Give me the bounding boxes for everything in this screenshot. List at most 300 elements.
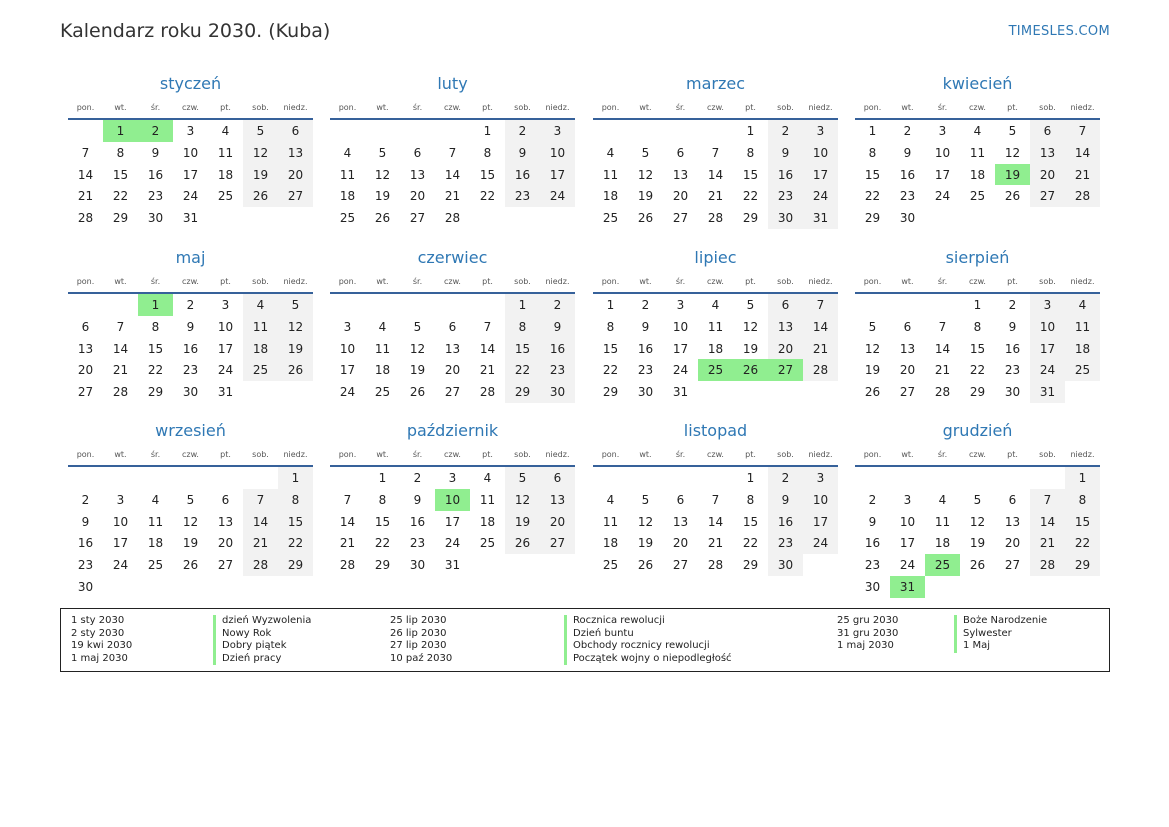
day-cell: 14 [803, 316, 838, 338]
day-cell: 10 [803, 489, 838, 511]
day-cell: 19 [278, 338, 313, 360]
day-cell: 28 [1030, 554, 1065, 576]
day-cell: 20 [540, 511, 575, 533]
weekday-label: niedz. [1070, 276, 1095, 286]
day-grid [593, 467, 838, 576]
day-cell: 14 [1065, 142, 1100, 164]
holiday-date: 25 gru 2030 [837, 615, 899, 626]
empty-cell [243, 467, 278, 489]
day-cell: 11 [602, 514, 619, 529]
day-cell: 10 [672, 319, 689, 334]
day-cell: 19 [637, 536, 654, 551]
page-title: Kalendarz roku 2030. (Kuba) [60, 20, 331, 42]
day-cell: 4 [606, 145, 615, 160]
month-name: styczeń [159, 74, 222, 93]
day-cell: 28 [444, 211, 461, 226]
day-cell: 25 [479, 536, 496, 551]
empty-cell [890, 294, 925, 316]
day-cell: 21 [1030, 532, 1065, 554]
weekday-label: czw. [969, 102, 986, 112]
weekday-label: wt. [114, 276, 127, 286]
day-cell: 12 [182, 514, 199, 529]
weekday-label: czw. [707, 276, 724, 286]
day-cell: 31 [182, 211, 199, 226]
weekday-label: czw. [444, 102, 461, 112]
day-cell: 19 [243, 164, 278, 186]
day-cell: 31 [803, 207, 838, 229]
weekday-label: śr. [150, 449, 161, 459]
holiday-name: 1 Maj [954, 640, 1047, 653]
day-cell: 11 [217, 145, 234, 160]
weekday-label: sob. [1039, 449, 1056, 459]
day-cell: 25 [374, 385, 391, 400]
day-cell: 4 [973, 124, 982, 138]
weekday-header [68, 270, 313, 294]
day-cell: 14 [77, 167, 94, 182]
day-cell: 22 [742, 189, 759, 204]
day-cell: 7 [243, 489, 278, 511]
weekday-header [330, 443, 575, 467]
holiday-day-cell: 27 [768, 359, 803, 381]
site-link[interactable]: TIMESLES.COM [1008, 24, 1110, 39]
day-cell: 25 [147, 558, 164, 573]
day-cell: 16 [864, 536, 881, 551]
day-cell: 25 [339, 211, 356, 226]
day-cell: 11 [602, 167, 619, 182]
day-cell: 22 [1065, 532, 1100, 554]
day-cell: 19 [742, 341, 759, 356]
weekday-label: niedz. [1070, 449, 1095, 459]
holiday-day-cell: 31 [890, 576, 925, 598]
weekday-label: czw. [707, 449, 724, 459]
holiday-dates-column [390, 615, 452, 665]
day-cell: 1 [278, 467, 313, 489]
day-cell: 6 [676, 145, 685, 160]
weekday-label: śr. [412, 102, 423, 112]
day-cell: 27 [1004, 558, 1021, 573]
weekday-label: niedz. [283, 449, 308, 459]
month-5 [330, 246, 575, 403]
empty-cell [855, 294, 890, 316]
day-cell: 8 [606, 319, 615, 334]
weekday-header [68, 96, 313, 120]
holiday-name: Obchody rocznicy rewolucji [564, 640, 732, 653]
day-cell: 15 [969, 341, 986, 356]
day-cell: 17 [934, 167, 951, 182]
day-cell: 15 [374, 514, 391, 529]
day-cell: 9 [151, 145, 160, 160]
day-cell: 25 [1065, 359, 1100, 381]
holiday-day-cell: 19 [995, 164, 1030, 186]
day-cell: 3 [221, 298, 230, 312]
day-cell: 2 [81, 492, 90, 507]
day-cell: 23 [899, 189, 916, 204]
day-cell: 14 [444, 167, 461, 182]
day-cell: 25 [243, 359, 278, 381]
holiday-legend [60, 608, 1110, 672]
day-cell: 8 [151, 319, 160, 334]
weekday-label: wt. [901, 276, 914, 286]
day-cell: 22 [602, 363, 619, 378]
weekday-label: pon. [76, 102, 95, 112]
day-cell: 3 [448, 471, 457, 485]
day-cell: 21 [112, 363, 129, 378]
empty-cell [103, 467, 138, 489]
weekday-label: pt. [482, 276, 493, 286]
day-cell: 21 [707, 536, 724, 551]
day-cell: 18 [479, 514, 496, 529]
day-cell: 27 [1030, 185, 1065, 207]
day-cell: 21 [243, 532, 278, 554]
day-cell: 26 [374, 211, 391, 226]
day-cell: 10 [803, 142, 838, 164]
day-cell: 15 [602, 341, 619, 356]
weekday-label: sob. [1039, 102, 1056, 112]
holiday-day-cell: 26 [733, 359, 768, 381]
day-cell: 17 [899, 536, 916, 551]
month-7 [855, 246, 1100, 403]
day-cell: 7 [343, 492, 352, 507]
day-cell: 22 [969, 363, 986, 378]
day-cell: 6 [81, 319, 90, 334]
day-cell: 13 [672, 514, 689, 529]
day-cell: 7 [711, 492, 720, 507]
day-cell: 26 [1004, 189, 1021, 204]
empty-cell [330, 467, 365, 489]
day-cell: 12 [243, 142, 278, 164]
day-cell: 24 [182, 189, 199, 204]
day-cell: 8 [746, 492, 755, 507]
day-cell: 24 [339, 385, 356, 400]
day-grid [855, 120, 1100, 229]
day-cell: 20 [278, 164, 313, 186]
weekday-label: pt. [1007, 102, 1018, 112]
weekday-label: śr. [675, 276, 686, 286]
day-cell: 27 [672, 558, 689, 573]
weekday-label: niedz. [545, 449, 570, 459]
holiday-day-cell: 2 [138, 120, 173, 142]
weekday-label: czw. [444, 449, 461, 459]
day-cell: 5 [1008, 124, 1017, 138]
day-grid [330, 294, 575, 403]
day-cell: 5 [278, 294, 313, 316]
day-cell: 8 [868, 145, 877, 160]
empty-cell [173, 467, 208, 489]
weekday-label: pon. [863, 449, 882, 459]
day-cell: 27 [278, 185, 313, 207]
day-cell: 29 [278, 554, 313, 576]
empty-cell [330, 294, 365, 316]
weekday-label: pt. [220, 449, 231, 459]
day-cell: 6 [1030, 120, 1065, 142]
day-cell: 7 [1030, 489, 1065, 511]
day-cell: 1 [746, 124, 755, 138]
day-cell: 5 [378, 145, 387, 160]
day-cell: 3 [116, 492, 125, 507]
weekday-header [593, 96, 838, 120]
day-cell: 13 [540, 489, 575, 511]
day-cell: 17 [672, 341, 689, 356]
day-cell: 15 [742, 167, 759, 182]
day-cell: 12 [969, 514, 986, 529]
holiday-date: 31 gru 2030 [837, 627, 899, 639]
holiday-name: Boże Narodzenie [954, 615, 1047, 628]
day-cell: 9 [868, 514, 877, 529]
day-cell: 29 [147, 385, 164, 400]
day-cell: 10 [934, 145, 951, 160]
day-cell: 9 [505, 142, 540, 164]
day-cell: 25 [602, 211, 619, 226]
day-cell: 14 [1030, 511, 1065, 533]
day-cell: 9 [1008, 319, 1017, 334]
empty-cell [890, 467, 925, 489]
day-cell: 30 [77, 579, 94, 594]
weekday-label: śr. [937, 276, 948, 286]
day-cell: 11 [707, 319, 724, 334]
weekday-label: niedz. [283, 102, 308, 112]
weekday-label: wt. [639, 276, 652, 286]
day-cell: 9 [641, 319, 650, 334]
day-cell: 17 [112, 536, 129, 551]
day-cell: 24 [672, 363, 689, 378]
day-cell: 1 [505, 294, 540, 316]
day-cell: 8 [116, 145, 125, 160]
weekday-header [330, 270, 575, 294]
day-cell: 28 [112, 385, 129, 400]
weekday-label: pt. [745, 449, 756, 459]
day-cell: 2 [186, 298, 195, 312]
weekday-label: pt. [1007, 276, 1018, 286]
day-cell: 8 [505, 316, 540, 338]
day-cell: 10 [112, 514, 129, 529]
day-cell: 8 [973, 319, 982, 334]
day-cell: 27 [540, 532, 575, 554]
weekday-label: wt. [639, 102, 652, 112]
day-cell: 12 [1004, 145, 1021, 160]
empty-cell [103, 294, 138, 316]
day-cell: 28 [479, 385, 496, 400]
day-cell: 23 [637, 363, 654, 378]
weekday-label: pt. [745, 276, 756, 286]
day-cell: 13 [444, 341, 461, 356]
day-grid [593, 294, 838, 403]
day-cell: 16 [1004, 341, 1021, 356]
weekday-header [330, 96, 575, 120]
day-cell: 11 [339, 167, 356, 182]
day-cell: 3 [938, 124, 947, 138]
day-cell: 28 [1065, 185, 1100, 207]
day-cell: 10 [899, 514, 916, 529]
weekday-label: śr. [937, 449, 948, 459]
day-grid [330, 120, 575, 229]
holiday-name: Początek wojny o niepodległość [564, 653, 732, 666]
day-cell: 30 [540, 381, 575, 403]
weekday-label: sob. [1039, 276, 1056, 286]
weekday-header [855, 96, 1100, 120]
day-cell: 11 [479, 492, 496, 507]
day-cell: 5 [243, 120, 278, 142]
day-cell: 13 [77, 341, 94, 356]
day-cell: 25 [602, 558, 619, 573]
empty-cell [68, 120, 103, 142]
day-cell: 7 [448, 145, 457, 160]
day-cell: 30 [899, 211, 916, 226]
empty-cell [628, 467, 663, 489]
month-10 [593, 419, 838, 576]
empty-cell [663, 467, 698, 489]
day-cell: 24 [444, 536, 461, 551]
holiday-date: 2 sty 2030 [71, 627, 125, 639]
day-grid [855, 467, 1100, 598]
weekday-label: wt. [114, 102, 127, 112]
day-cell: 4 [151, 492, 160, 507]
day-cell: 6 [540, 467, 575, 489]
weekday-label: czw. [182, 276, 199, 286]
weekday-label: niedz. [545, 276, 570, 286]
day-cell: 23 [409, 536, 426, 551]
empty-cell [138, 467, 173, 489]
month-1 [330, 72, 575, 229]
day-cell: 30 [409, 558, 426, 573]
day-grid [593, 120, 838, 229]
day-cell: 5 [641, 145, 650, 160]
day-cell: 16 [77, 536, 94, 551]
day-cell: 27 [444, 385, 461, 400]
weekday-label: sob. [252, 449, 269, 459]
weekday-label: śr. [675, 449, 686, 459]
weekday-label: niedz. [283, 276, 308, 286]
day-cell: 29 [742, 211, 759, 226]
day-cell: 12 [505, 489, 540, 511]
empty-cell [435, 120, 470, 142]
day-cell: 7 [711, 145, 720, 160]
day-cell: 24 [217, 363, 234, 378]
day-cell: 4 [606, 492, 615, 507]
weekday-label: pon. [338, 449, 357, 459]
day-cell: 23 [182, 363, 199, 378]
day-cell: 18 [374, 363, 391, 378]
weekday-label: pt. [1007, 449, 1018, 459]
day-cell: 12 [278, 316, 313, 338]
day-cell: 4 [378, 319, 387, 334]
day-cell: 29 [969, 385, 986, 400]
day-cell: 4 [1065, 294, 1100, 316]
empty-cell [593, 120, 628, 142]
day-cell: 17 [1030, 338, 1065, 360]
day-cell: 18 [1065, 338, 1100, 360]
day-cell: 27 [672, 211, 689, 226]
day-cell: 10 [217, 319, 234, 334]
empty-cell [68, 467, 103, 489]
empty-cell [330, 120, 365, 142]
day-cell: 2 [641, 298, 650, 312]
day-cell: 2 [505, 120, 540, 142]
day-cell: 3 [903, 492, 912, 507]
day-cell: 9 [81, 514, 90, 529]
day-cell: 9 [186, 319, 195, 334]
day-cell: 21 [77, 189, 94, 204]
day-cell: 2 [768, 467, 803, 489]
day-cell: 28 [339, 558, 356, 573]
day-cell: 30 [864, 579, 881, 594]
day-cell: 7 [81, 145, 90, 160]
empty-cell [698, 120, 733, 142]
day-cell: 6 [768, 294, 803, 316]
month-name: lipiec [694, 248, 737, 267]
day-cell: 3 [1030, 294, 1065, 316]
day-cell: 8 [1065, 489, 1100, 511]
weekday-label: niedz. [808, 449, 833, 459]
holiday-name: Rocznica rewolucji [564, 615, 732, 628]
holiday-name: Dzień buntu [564, 628, 732, 641]
holiday-names-column [564, 615, 732, 665]
day-cell: 27 [217, 558, 234, 573]
day-cell: 19 [409, 363, 426, 378]
day-cell: 31 [444, 558, 461, 573]
weekday-label: pt. [745, 102, 756, 112]
day-cell: 19 [505, 511, 540, 533]
day-cell: 5 [186, 492, 195, 507]
day-cell: 7 [116, 319, 125, 334]
weekday-label: wt. [901, 449, 914, 459]
day-cell: 24 [934, 189, 951, 204]
day-cell: 9 [768, 142, 803, 164]
day-cell: 29 [742, 558, 759, 573]
month-6 [593, 246, 838, 403]
day-cell: 4 [483, 471, 492, 485]
day-cell: 22 [278, 532, 313, 554]
day-cell: 17 [803, 511, 838, 533]
day-cell: 19 [374, 189, 391, 204]
day-cell: 13 [409, 167, 426, 182]
holiday-name: Dzień pracy [213, 653, 311, 666]
day-cell: 25 [217, 189, 234, 204]
day-cell: 28 [243, 554, 278, 576]
day-cell: 12 [742, 319, 759, 334]
day-cell: 1 [973, 298, 982, 312]
day-cell: 10 [1030, 316, 1065, 338]
day-cell: 20 [672, 536, 689, 551]
month-name: kwiecień [942, 74, 1013, 93]
day-cell: 26 [505, 532, 540, 554]
day-cell: 24 [803, 532, 838, 554]
weekday-label: pon. [338, 276, 357, 286]
weekday-label: pon. [76, 449, 95, 459]
weekday-label: pt. [482, 449, 493, 459]
day-cell: 14 [934, 341, 951, 356]
day-cell: 16 [540, 338, 575, 360]
weekday-label: śr. [412, 449, 423, 459]
holiday-date: 27 lip 2030 [390, 640, 447, 652]
day-cell: 23 [505, 185, 540, 207]
holiday-date: 1 maj 2030 [837, 640, 894, 652]
day-cell: 16 [505, 164, 540, 186]
month-name: czerwiec [417, 248, 488, 267]
day-cell: 4 [221, 124, 230, 138]
weekday-label: pon. [863, 102, 882, 112]
day-cell: 6 [278, 120, 313, 142]
month-3 [855, 72, 1100, 229]
day-cell: 30 [182, 385, 199, 400]
weekday-label: pon. [863, 276, 882, 286]
month-8 [68, 419, 313, 598]
empty-cell [698, 467, 733, 489]
day-cell: 22 [374, 536, 391, 551]
holiday-day-cell: 25 [698, 359, 733, 381]
day-cell: 5 [413, 319, 422, 334]
day-grid [68, 467, 313, 598]
holiday-day-cell: 1 [103, 120, 138, 142]
